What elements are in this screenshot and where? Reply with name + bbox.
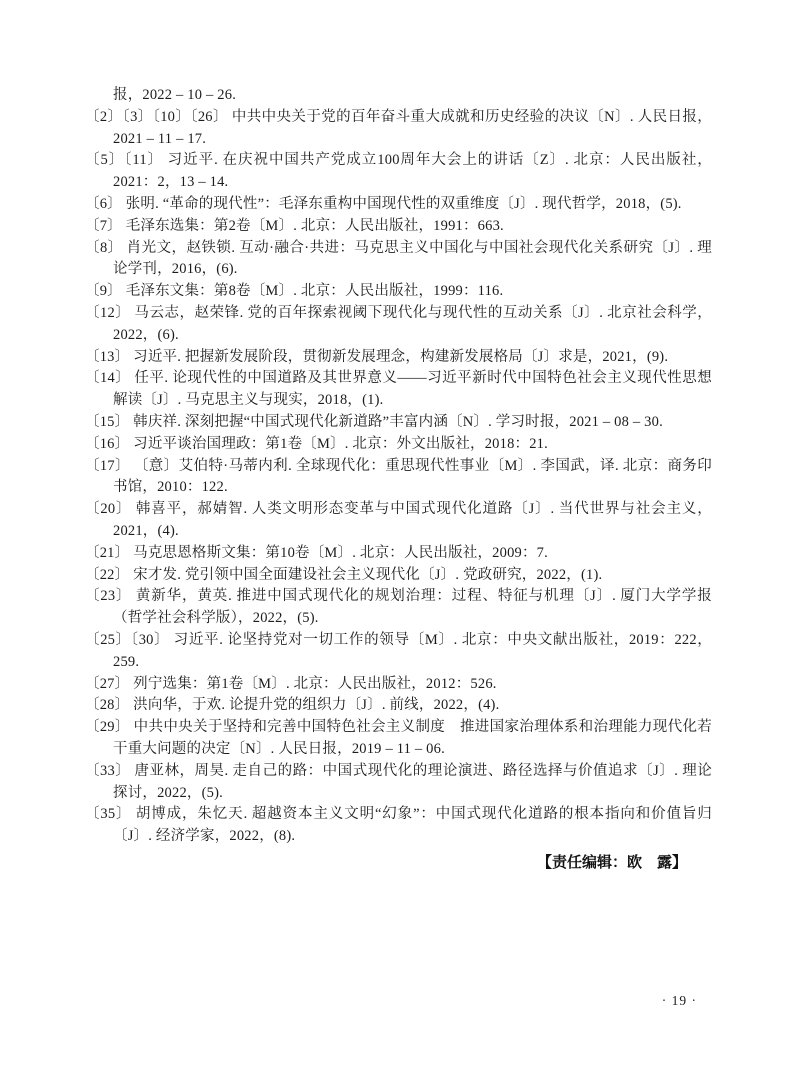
reference-text: 任平. 论现代性的中国道路及其世界意义——习近平新时代中国特色社会主义现代性思想解读〔J〕. 马克思主义与现实，2018，(1). — [113, 370, 712, 409]
reference-label: 〔9〕 — [85, 283, 126, 300]
reference-entry — [85, 630, 712, 674]
reference-label: 〔20〕 — [85, 501, 136, 518]
reference-entry — [85, 238, 712, 282]
reference-entry — [85, 456, 712, 500]
reference-text: 习近平谈治国理政：第1卷〔M〕. 北京：外文出版社，2018：21. — [133, 435, 548, 452]
reference-entry — [85, 434, 712, 456]
reference-label: 〔6〕 — [85, 195, 126, 212]
reference-label: 〔2〕〔3〕〔10〕〔26〕 — [85, 108, 232, 125]
reference-entry — [85, 303, 712, 347]
reference-text: 马克思恩格斯文集：第10卷〔M〕. 北京：人民出版社，2009：7. — [133, 544, 548, 561]
reference-entry — [85, 804, 712, 848]
reference-entry — [85, 717, 712, 761]
reference-text: 肖光文，赵铁锁. 互动·融合·共进：马克思主义中国化与中国社会现代化关系研究〔J〕. 理论学刊，2016，(6). — [113, 239, 712, 278]
reference-text: 报，2022 – 10 – 26. — [113, 87, 237, 103]
reference-text: 洪向华，于欢. 论提升党的组织力〔J〕. 前线，2022，(4). — [133, 697, 500, 714]
reference-entry — [85, 107, 712, 151]
reference-list — [85, 85, 712, 848]
reference-label: 〔15〕 — [85, 413, 134, 430]
reference-entry — [85, 85, 712, 107]
reference-label: 〔28〕 — [85, 697, 134, 714]
responsible-editor-line: 【责任编辑：欧 露】 — [536, 854, 687, 871]
reference-text: 习近平. 在庆祝中国共产党成立100周年大会上的讲话〔Z〕. 北京：人民出版社，2021：2，13 – 14. — [113, 152, 712, 191]
reference-label: 〔14〕 — [85, 370, 135, 387]
reference-entry — [85, 695, 712, 717]
reference-text: 胡博成，朱忆天. 超越资本主义文明“幻象”：中国式现代化道路的根本指向和价值旨归〔J〕. 经济学家，2022，(8). — [113, 806, 713, 845]
reference-text: 张明. “革命的现代性”：毛泽东重构中国现代性的双重维度〔J〕. 现代哲学，2018，(5). — [125, 195, 682, 212]
reference-label: 〔21〕 — [85, 544, 134, 561]
reference-entry — [85, 194, 712, 216]
reference-label: 〔12〕 — [85, 304, 135, 321]
reference-entry — [85, 281, 712, 303]
reference-label: 〔35〕 — [85, 806, 136, 823]
reference-label: 〔13〕 — [85, 348, 134, 365]
reference-label: 〔7〕 — [85, 217, 126, 234]
reference-label: 〔5〕〔11〕 — [85, 152, 168, 169]
reference-label: 〔22〕 — [85, 566, 134, 583]
reference-label: 〔25〕〔30〕 — [85, 631, 174, 648]
reference-entry — [85, 586, 712, 630]
reference-entry — [85, 565, 712, 587]
reference-text: 〔意〕艾伯特·马蒂内利. 全球现代化：重思现代性事业〔M〕. 李国武，译. 北京：商务印书馆，2010：122. — [113, 457, 712, 496]
reference-text: 马云志，赵荣锋. 党的百年探索视阈下现代化与现代性的互动关系〔J〕. 北京社会科学，2022，(6). — [113, 304, 713, 343]
reference-text: 中共中央关于坚持和完善中国特色社会主义制度 推进国家治理体系和治理能力现代化若干重大问题的决定〔N〕. 人民日报，2019 – 11 – 06. — [113, 719, 712, 757]
reference-label: 〔16〕 — [85, 435, 134, 452]
reference-entry — [85, 761, 712, 805]
reference-entry — [85, 150, 712, 194]
reference-entry — [85, 368, 712, 412]
reference-text: 毛泽东文集：第8卷〔M〕. 北京：人民出版社，1999：116. — [125, 283, 504, 300]
reference-text: 习近平. 把握新发展阶段，贯彻新发展理念，构建新发展格局〔J〕求是，2021，(9). — [133, 348, 669, 365]
reference-entry — [85, 499, 712, 543]
reference-text: 宋才发. 党引领中国全面建设社会主义现代化〔J〕. 党政研究，2022，(1). — [133, 566, 603, 583]
reference-label: 〔8〕 — [85, 239, 127, 256]
reference-entry — [85, 216, 712, 238]
reference-label: 〔33〕 — [85, 762, 135, 779]
reference-text: 中共中央关于党的百年奋斗重大成就和历史经验的决议〔N〕. 人民日报，2021 – 11 – 17. — [113, 108, 712, 147]
reference-label: 〔23〕 — [85, 588, 136, 605]
reference-entry — [85, 412, 712, 434]
reference-entry — [85, 347, 712, 369]
reference-text: 唐亚林，周昊. 走自己的路：中国式现代化的理论演进、路径选择与价值追求〔J〕. 理论探讨，2022，(5). — [113, 762, 713, 801]
reference-text: 列宁选集：第1卷〔M〕. 北京：人民出版社，2012：526. — [133, 675, 497, 692]
reference-text: 韩喜平，郝婧智. 人类文明形态变革与中国式现代化道路〔J〕. 当代世界与社会主义，2021，(4). — [113, 501, 712, 539]
reference-entry — [85, 543, 712, 565]
reference-label: 〔17〕 — [85, 457, 134, 474]
reference-entry — [85, 674, 712, 696]
reference-text: 毛泽东选集：第2卷〔M〕. 北京：人民出版社，1991：663. — [125, 217, 504, 234]
reference-text: 韩庆祥. 深刻把握“中国式现代化新道路”丰富内涵〔N〕. 学习时报，2021 – 08 – 30. — [133, 413, 663, 430]
reference-label: 〔27〕 — [85, 675, 134, 692]
reference-label: 〔29〕 — [85, 719, 134, 736]
reference-text: 习近平. 论坚持党对一切工作的领导〔M〕. 北京：中央文献出版社，2019：222，259. — [113, 631, 712, 670]
reference-text: 黄新华，黄英. 推进中国式现代化的规划治理：过程、特征与机理〔J〕. 厦门大学学报（哲学社会科学版），2022，(5). — [113, 588, 712, 627]
page-number: · 19 · — [661, 993, 697, 1008]
